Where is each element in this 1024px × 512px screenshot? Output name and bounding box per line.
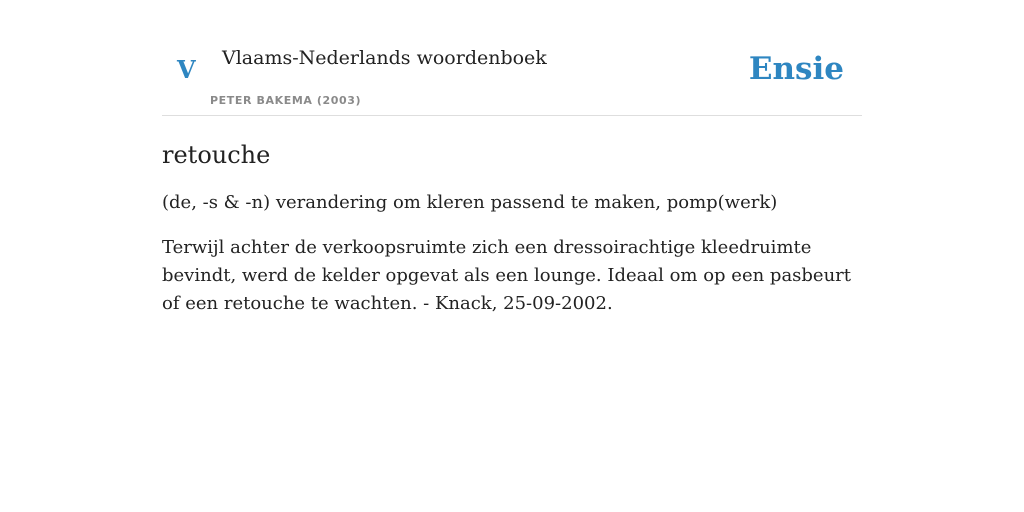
ensie-logo[interactable]: Ensie — [748, 51, 844, 87]
dictionary-author: PETER BAKEMA (2003) — [210, 94, 362, 107]
entry-definition: (de, -s & -n) verandering om kleren passend te maken, pomp(werk) — [162, 192, 778, 213]
dictionary-logo[interactable]: V — [177, 55, 196, 84]
dictionary-title[interactable]: Vlaams-Nederlands woordenboek — [222, 47, 547, 69]
entry-headword: retouche — [162, 141, 271, 169]
page-container — [162, 0, 862, 318]
dictionary-header — [162, 0, 862, 116]
entry-example: Terwijl achter de verkoopsruimte zich een dressoirachtige kleedruimte bevindt, werd de kelder opgevat als een lounge. Ideaal om op een pasbeurt of een retouche te wachten. - Knack, 25-09-2002. — [162, 237, 852, 314]
